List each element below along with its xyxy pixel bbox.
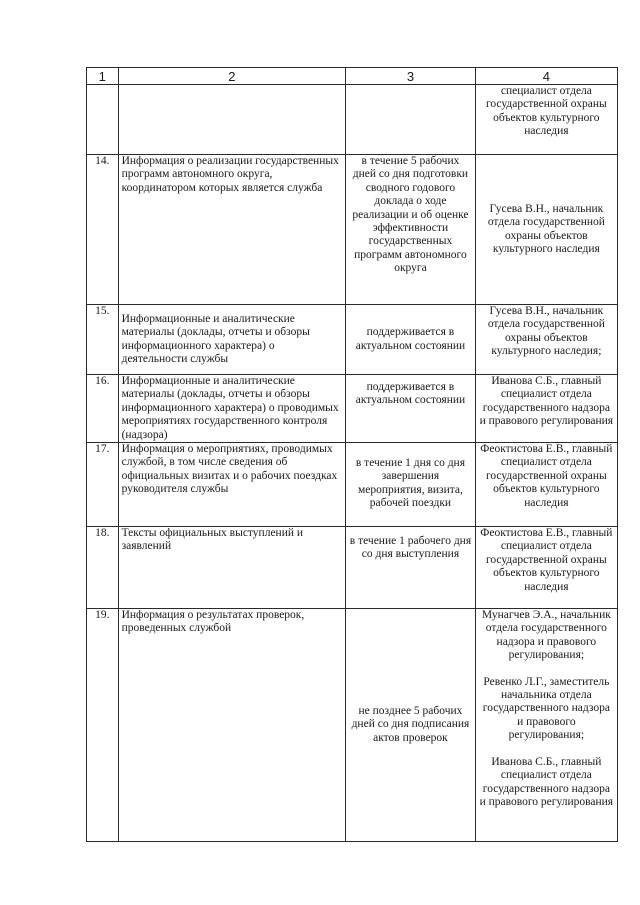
table-header-row bbox=[87, 68, 618, 85]
responsible-person: Ревенко Л.Г., заместитель начальника отдела государственного надзора и правового регулирования; bbox=[482, 675, 610, 742]
table-row bbox=[87, 155, 618, 305]
row-info: Информация о мероприятиях, проводимых службой, в том числе сведения об официальных визитах и о рабочих поездках руководителя службы bbox=[118, 443, 346, 527]
row-info bbox=[118, 85, 346, 155]
responsible-person: специалист отдела государственной охраны объектов культурного наследия bbox=[485, 85, 607, 138]
row-responsible bbox=[475, 155, 617, 305]
row-info: Информационные и аналитические материалы (доклады, отчеты и обзоры информационного характера) о проводимых мероприятиях государственного контроля (надзора) bbox=[118, 375, 346, 443]
header-col-2: 2 bbox=[118, 68, 346, 85]
table-row bbox=[87, 443, 618, 527]
row-number: 19. bbox=[87, 609, 119, 842]
row-number: 15. bbox=[87, 305, 119, 375]
row-term: не позднее 5 рабочих дней со дня подписания актов проверок bbox=[346, 609, 476, 842]
row-term: в течение 1 дня со дня завершения мероприятия, визита, рабочей поездки bbox=[346, 443, 476, 527]
row-info: Тексты официальных выступлений и заявлений bbox=[118, 527, 346, 609]
row-number bbox=[87, 85, 119, 155]
table-row bbox=[87, 375, 618, 443]
responsible-person: Мунагчев Э.А., начальник отдела государственного надзора и правового регулирования; bbox=[481, 609, 611, 662]
row-term: в течение 5 рабочих дней со дня подготовки сводного годового доклада о ходе реализации и об оценке эффективности государственных программ автономного округа bbox=[346, 155, 476, 305]
row-responsible bbox=[475, 375, 617, 443]
row-responsible bbox=[475, 443, 617, 527]
responsible-person: Иванова С.Б., главный специалист отдела государственного надзора и правового регулирования bbox=[479, 755, 614, 808]
row-term: поддерживается в актуальном состоянии bbox=[346, 305, 476, 375]
header-col-4: 4 bbox=[475, 68, 617, 85]
row-info: Информационные и аналитические материалы (доклады, отчеты и обзоры информационного характера) о деятельности службы bbox=[118, 305, 346, 375]
row-responsible bbox=[475, 85, 617, 155]
row-term: в течение 1 рабочего дня со дня выступления bbox=[346, 527, 476, 609]
header-col-1: 1 bbox=[87, 68, 119, 85]
row-info: Информация о реализации государственных программ автономного округа, координатором которых является служба bbox=[118, 155, 346, 305]
row-info: Информация о результатах проверок, проведенных службой bbox=[118, 609, 346, 842]
row-number: 18. bbox=[87, 527, 119, 609]
row-responsible bbox=[475, 305, 617, 375]
row-number: 17. bbox=[87, 443, 119, 527]
row-term bbox=[346, 85, 476, 155]
table-row bbox=[87, 527, 618, 609]
responsible-person: Феоктистова Е.В., главный специалист отдела государственной охраны объектов культурного наследия bbox=[480, 527, 613, 593]
document-table bbox=[86, 67, 618, 842]
responsible-person: Гусева В.Н., начальник отдела государственной охраны объектов культурного наследия bbox=[487, 202, 605, 255]
row-number: 14. bbox=[87, 155, 119, 305]
responsible-person: Гусева В.Н., начальник отдела государственной охраны объектов культурного наследия; bbox=[487, 305, 605, 358]
table-row bbox=[87, 609, 618, 842]
table-row bbox=[87, 305, 618, 375]
row-number: 16. bbox=[87, 375, 119, 443]
header-col-3: 3 bbox=[346, 68, 476, 85]
row-responsible bbox=[475, 527, 617, 609]
responsible-person: Иванова С.Б., главный специалист отдела государственного надзора и правового регулирования bbox=[479, 375, 614, 428]
row-term: поддерживается в актуальном состоянии bbox=[346, 375, 476, 443]
table-row bbox=[87, 85, 618, 155]
row-responsible bbox=[475, 609, 617, 842]
responsible-person: Феоктистова Е.В., главный специалист отдела государственной охраны объектов культурного наследия bbox=[480, 443, 613, 509]
